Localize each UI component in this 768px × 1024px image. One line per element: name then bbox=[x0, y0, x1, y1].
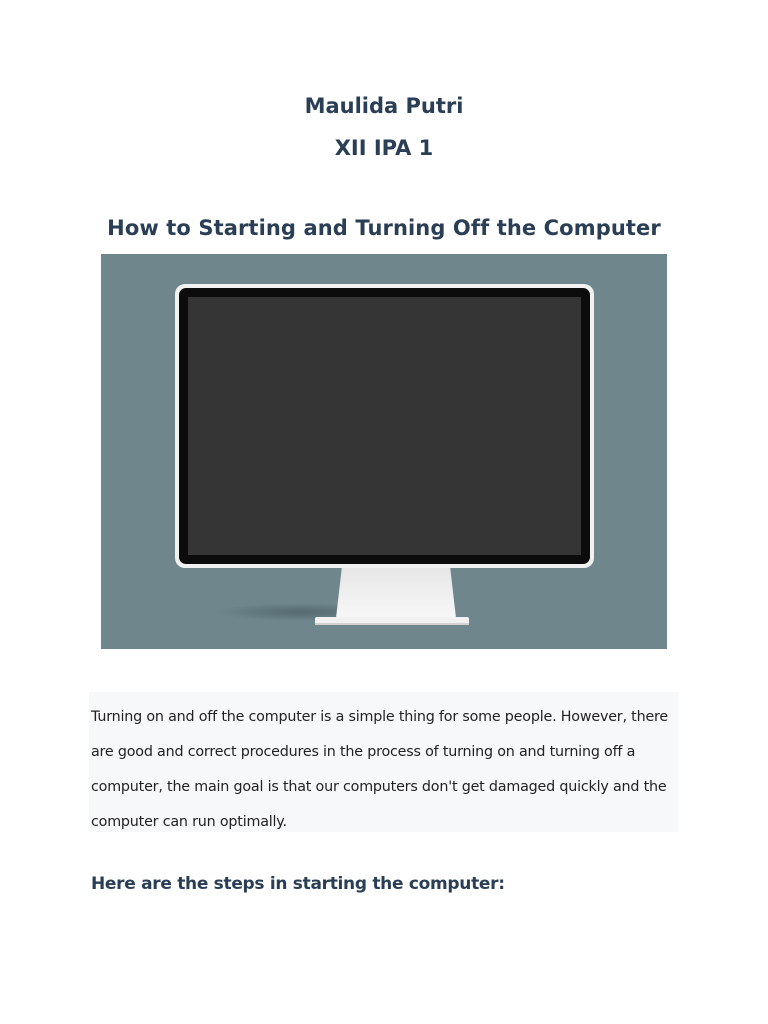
steps-heading: Here are the steps in starting the computer: bbox=[91, 874, 505, 894]
author-class: XII IPA 1 bbox=[334, 136, 434, 160]
monitor-base-edge bbox=[315, 623, 469, 625]
computer-monitor-illustration bbox=[101, 254, 667, 649]
author-name: Maulida Putri bbox=[304, 94, 464, 118]
monitor-icon bbox=[101, 254, 667, 649]
monitor-screen bbox=[188, 297, 581, 555]
intro-paragraph: Turning on and off the computer is a simple thing for some people. However, there are good and correct procedures in the process of turning on and turning off a computer, the main goal is that our computers don't get damaged quickly and the computer can run optimally. bbox=[91, 709, 668, 830]
document-title: How to Starting and Turning Off the Computer bbox=[107, 216, 661, 240]
monitor-stand bbox=[336, 566, 456, 618]
